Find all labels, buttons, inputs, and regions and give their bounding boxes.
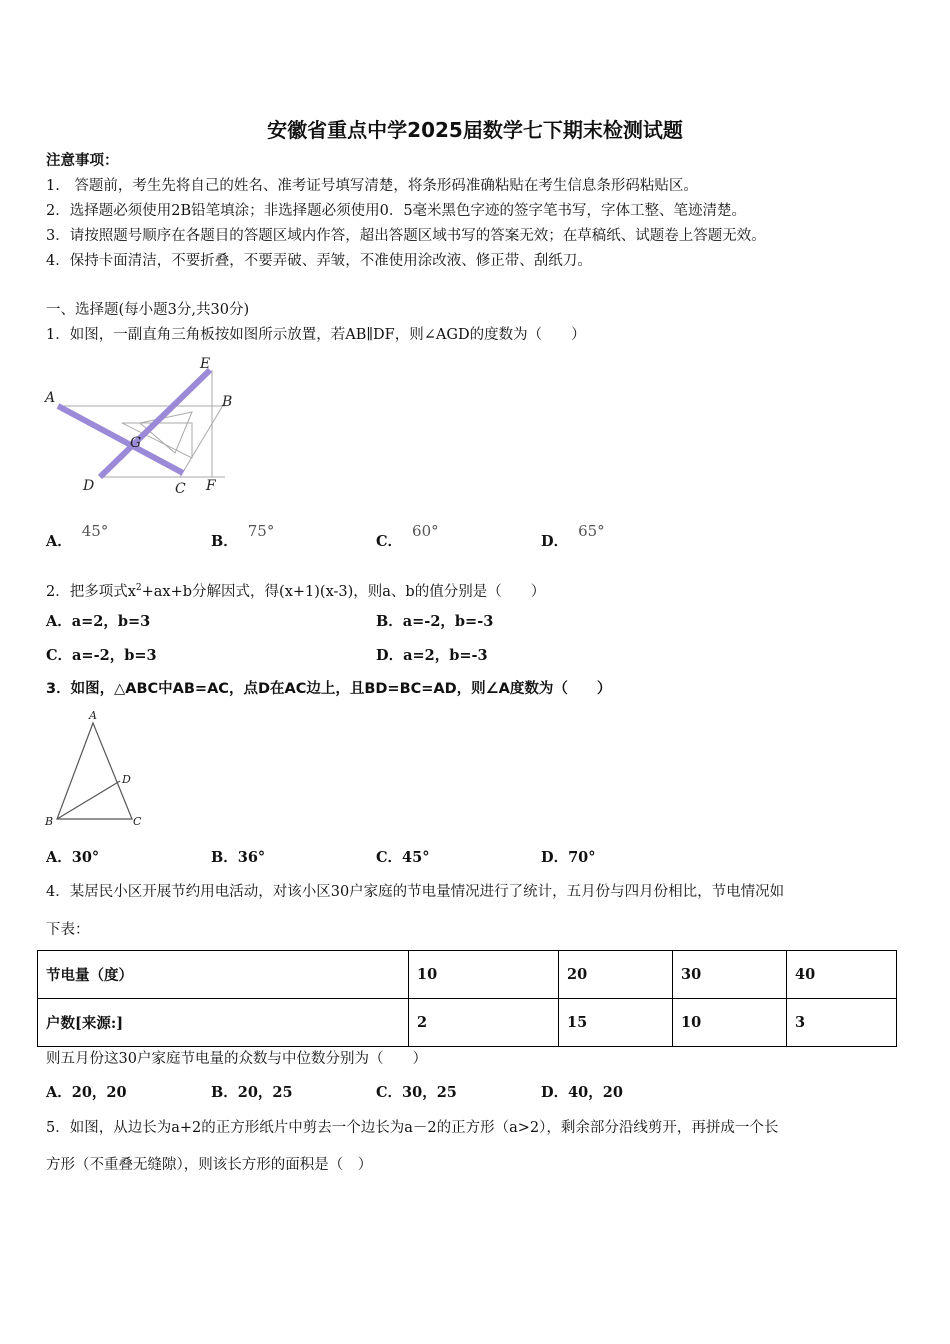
point-label: G (130, 435, 142, 451)
point-label: A (89, 709, 97, 722)
q3-option-b[interactable]: B．36° (211, 849, 266, 866)
q1-option-d[interactable]: D．65° (541, 522, 605, 550)
q2-option-b[interactable]: B．a=-2，b=-3 (376, 613, 494, 630)
question-4: 4．某居民小区开展节约用电活动，对该小区30户家庭的节电量情况进行了统计，五月份与四月份相比，节电情况如 (46, 884, 785, 900)
q3-figure (40, 705, 150, 835)
section-heading: 一、选择题(每小题3分,共30分) (46, 302, 250, 318)
point-label: C (133, 815, 142, 828)
question-4-ask: 则五月份这30户家庭节电量的众数与中位数分别为（ ） (46, 1051, 427, 1067)
q1-option-b[interactable]: B．75° (211, 522, 275, 550)
q3-option-c[interactable]: C．45° (376, 849, 430, 866)
table-row (38, 951, 897, 999)
note-item: 2．选择题必须使用2B铅笔填涂；非选择题必须使用0．5毫米黑色字迹的签字笔书写，字体工整、笔迹清楚。 (46, 203, 747, 219)
q4-option-d[interactable]: D．40，20 (541, 1084, 623, 1101)
table-row (38, 999, 897, 1047)
table-cell: 10 (673, 999, 787, 1047)
point-label: B (222, 394, 233, 410)
savings-table (37, 950, 897, 1047)
table-cell: 10 (409, 951, 559, 999)
point-label: D (83, 478, 95, 494)
table-cell: 3 (787, 999, 897, 1047)
point-label: D (122, 773, 131, 786)
table-cell: 节电量（度） (38, 951, 409, 999)
point-label: B (45, 815, 54, 828)
q1-figure (40, 350, 270, 500)
point-label: A (45, 390, 56, 406)
q2-option-c[interactable]: C．a=-2，b=3 (46, 647, 157, 664)
table-cell: 30 (673, 951, 787, 999)
question-3: 3．如图，△ABC中AB=AC，点D在AC边上，且BD=BC=AD，则∠A度数为（ ） (46, 681, 612, 697)
q3-option-d[interactable]: D．70° (541, 849, 596, 866)
page-title: 安徽省重点中学2025届数学七下期末检测试题 (267, 118, 683, 142)
note-item: 1. 答题前，考生先将自己的姓名、准考证号填写清楚，将条形码准确粘贴在考生信息条形码粘贴区。 (46, 178, 698, 194)
point-label: F (206, 478, 216, 494)
note-item: 3．请按照题号顺序在各题目的答题区域内作答，超出答题区域书写的答案无效；在草稿纸、试题卷上答题无效。 (46, 228, 766, 244)
q2-option-d[interactable]: D．a=2，b=-3 (376, 647, 488, 664)
question-1: 1．如图，一副直角三角板按如图所示放置，若AB∥DF，则∠AGD的度数为（ ） (46, 327, 586, 343)
table-cell: 户数[来源:] (38, 999, 409, 1047)
q1-option-a[interactable]: A．45° (46, 522, 109, 550)
point-label: E (200, 356, 211, 372)
question-4-cont: 下表： (46, 922, 90, 938)
question-2: 2．把多项式$x^2+ax+b$分解因式，得(x+1)(x-3)，则a、b的值分别是（ ） (46, 583, 546, 600)
q4-option-b[interactable]: B．20，25 (211, 1084, 293, 1101)
q3-option-a[interactable]: A．30° (46, 849, 100, 866)
note-item: 4．保持卡面清洁，不要折叠，不要弄破、弄皱，不准使用涂改液、修正带、刮纸刀。 (46, 253, 592, 269)
question-5-cont: 方形（不重叠无缝隙），则该长方形的面积是（ ） (46, 1157, 373, 1173)
table-cell: 15 (559, 999, 673, 1047)
q4-option-a[interactable]: A．20，20 (46, 1084, 127, 1101)
table-cell: 40 (787, 951, 897, 999)
table-cell: 2 (409, 999, 559, 1047)
q1-option-c[interactable]: C．60° (376, 522, 439, 550)
q4-option-c[interactable]: C．30，25 (376, 1084, 457, 1101)
question-5: 5．如图，从边长为a+2的正方形纸片中剪去一个边长为a－2的正方形（a>2），剩余部分沿线剪开，再拼成一个长 (46, 1120, 779, 1136)
point-label: C (175, 481, 186, 497)
notes-heading: 注意事项： (46, 152, 119, 169)
q2-option-a[interactable]: A．a=2，b=3 (46, 613, 151, 630)
table-cell: 20 (559, 951, 673, 999)
